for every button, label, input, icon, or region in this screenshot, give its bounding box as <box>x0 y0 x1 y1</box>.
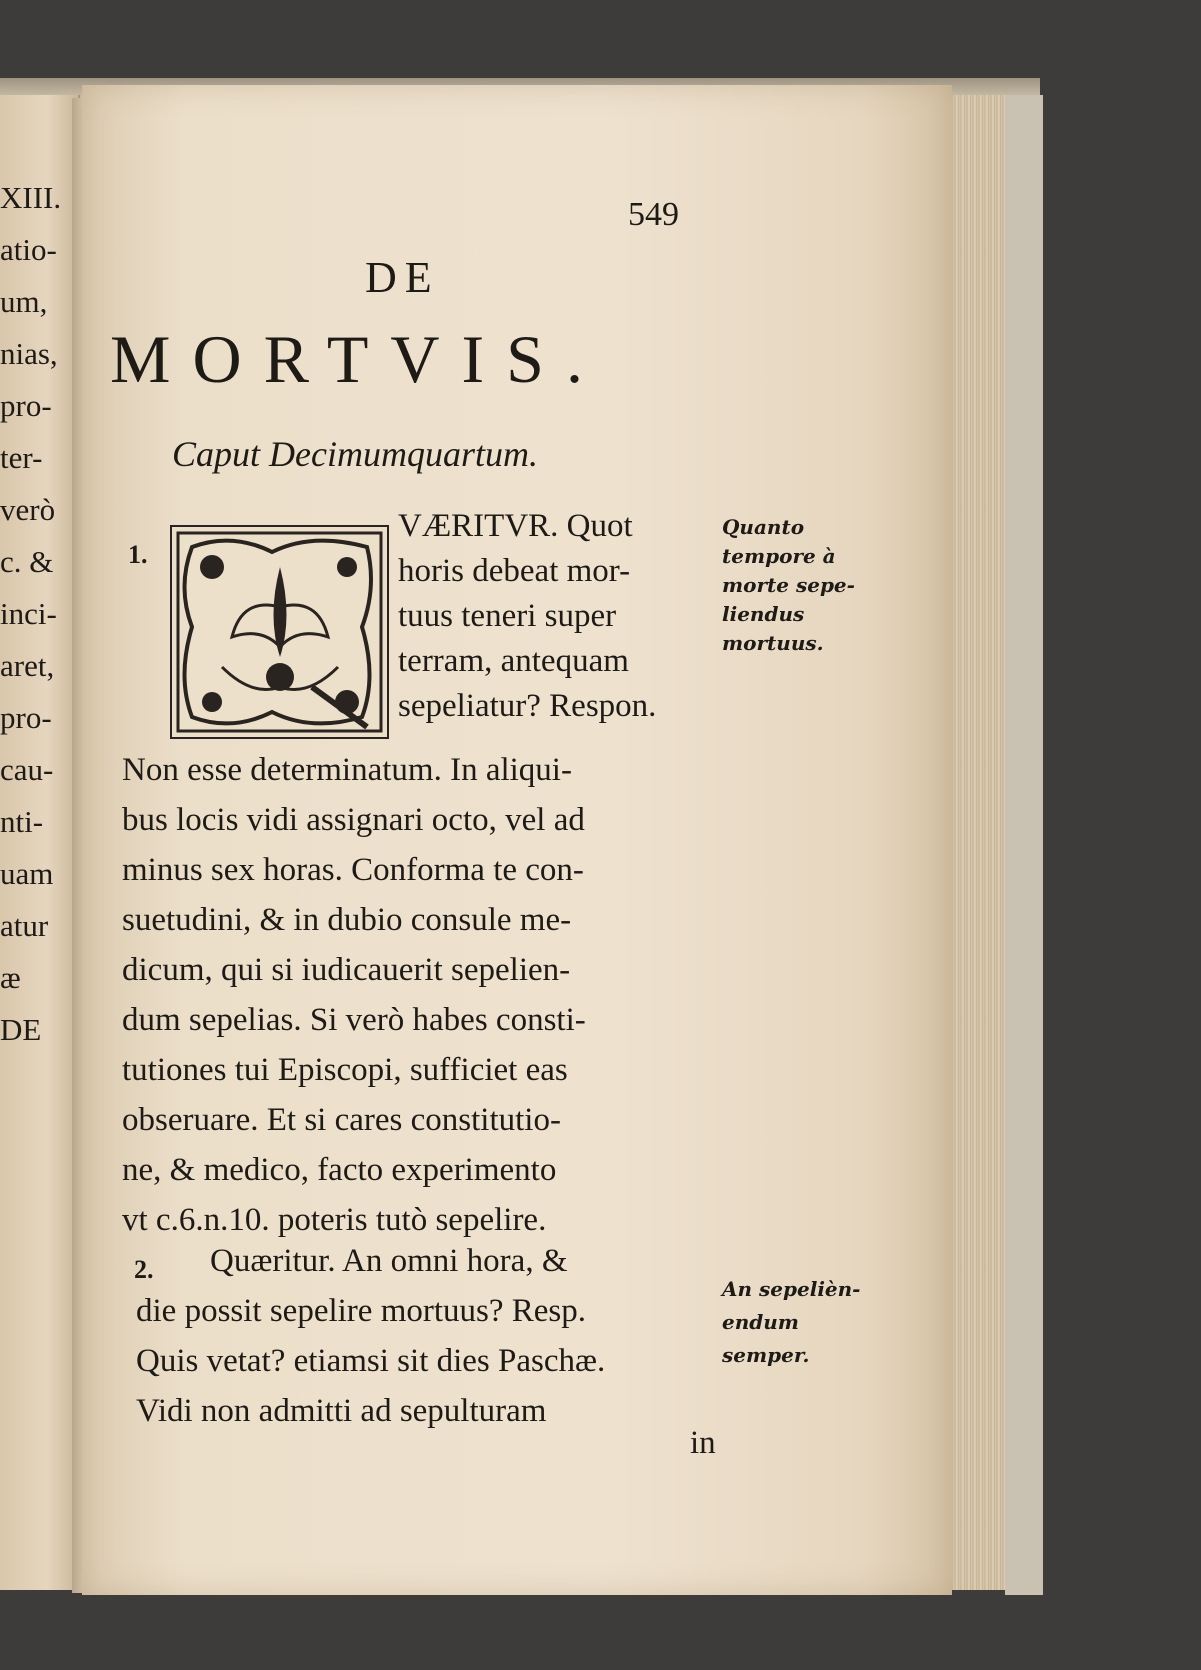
left-page-fragment: cau- <box>0 752 54 787</box>
text-line: minus sex horas. Conforma te con- <box>122 852 584 888</box>
left-page-fragment: uam <box>0 856 54 891</box>
catchword: in <box>690 1425 716 1461</box>
text-line: bus locis vidi assignari octo, vel ad <box>122 802 585 838</box>
chapter-title: MORTVIS. <box>110 321 605 397</box>
paragraph-2-number: 2. <box>134 1255 154 1284</box>
text-line: vt c.6.n.10. poteris tutò sepelire. <box>122 1202 547 1238</box>
left-page-fragment: c. & <box>0 544 54 579</box>
text-line: Quis vetat? etiamsi sit dies Paschæ. <box>136 1343 606 1379</box>
paragraph-1-number: 1. <box>128 540 148 569</box>
left-page-fragment: atio- <box>0 232 57 267</box>
margin-note-line: endum <box>722 1310 799 1334</box>
left-page-fragment: atur <box>0 908 49 943</box>
opening-line: horis debeat mor- <box>398 553 631 589</box>
margin-note-line: morte sepe- <box>722 573 855 597</box>
margin-note-line: liendus <box>722 602 805 626</box>
page-number: 549 <box>628 196 679 233</box>
left-page <box>0 95 80 1590</box>
left-page-fragment: inci- <box>0 596 57 631</box>
text-line: ne, & medico, facto experimento <box>122 1152 557 1188</box>
left-page-fragment: æ <box>0 960 21 995</box>
text-line: dum sepelias. Si verò habes consti- <box>122 1002 586 1038</box>
margin-note-line: An sepelièn- <box>722 1277 861 1301</box>
decorated-initial <box>170 525 389 739</box>
text-line: suetudini, & in dubio consule me- <box>122 902 572 938</box>
chapter-subtitle: Caput Decimumquartum. <box>172 434 538 474</box>
left-page-fragment: nias, <box>0 336 58 371</box>
left-page-fragment: pro- <box>0 388 52 423</box>
left-page-fragment: XIII. <box>0 180 62 215</box>
opening-line: sepeliatur? Respon. <box>398 688 657 724</box>
text-line: tutiones tui Episcopi, sufficiet eas <box>122 1052 568 1088</box>
opening-line: VÆRITVR. Quot <box>398 508 633 544</box>
margin-note-line: semper. <box>722 1343 810 1367</box>
section-label: DE <box>365 253 440 302</box>
opening-line: terram, antequam <box>398 643 629 679</box>
opening-line: tuus teneri super <box>398 598 617 634</box>
left-page-fragment: pro- <box>0 700 52 735</box>
text-line: dicum, qui si iudicauerit sepelien- <box>122 952 571 988</box>
margin-note-line: tempore à <box>722 544 836 568</box>
text-line: Quæritur. An omni hora, & <box>210 1243 568 1279</box>
margin-note-line: mortuus. <box>722 631 824 655</box>
left-page-fragment: verò <box>0 492 56 527</box>
margin-note-line: Quanto <box>722 515 805 539</box>
text-line: obseruare. Et si cares constitutio- <box>122 1102 561 1138</box>
left-page-fragment: DE <box>0 1012 42 1047</box>
text-line: Non esse determinatum. In aliqui- <box>122 752 572 788</box>
left-page-fragment: aret, <box>0 648 55 683</box>
left-page-fragment: nti- <box>0 804 44 839</box>
book-cover-board <box>1005 95 1043 1595</box>
left-page-fragment: um, <box>0 284 48 319</box>
text-line: die possit sepelire mortuus? Resp. <box>136 1293 587 1329</box>
ornament-icon <box>172 527 387 737</box>
left-page-fragment: ter- <box>0 440 43 475</box>
text-line: Vidi non admitti ad sepulturam <box>136 1393 547 1429</box>
